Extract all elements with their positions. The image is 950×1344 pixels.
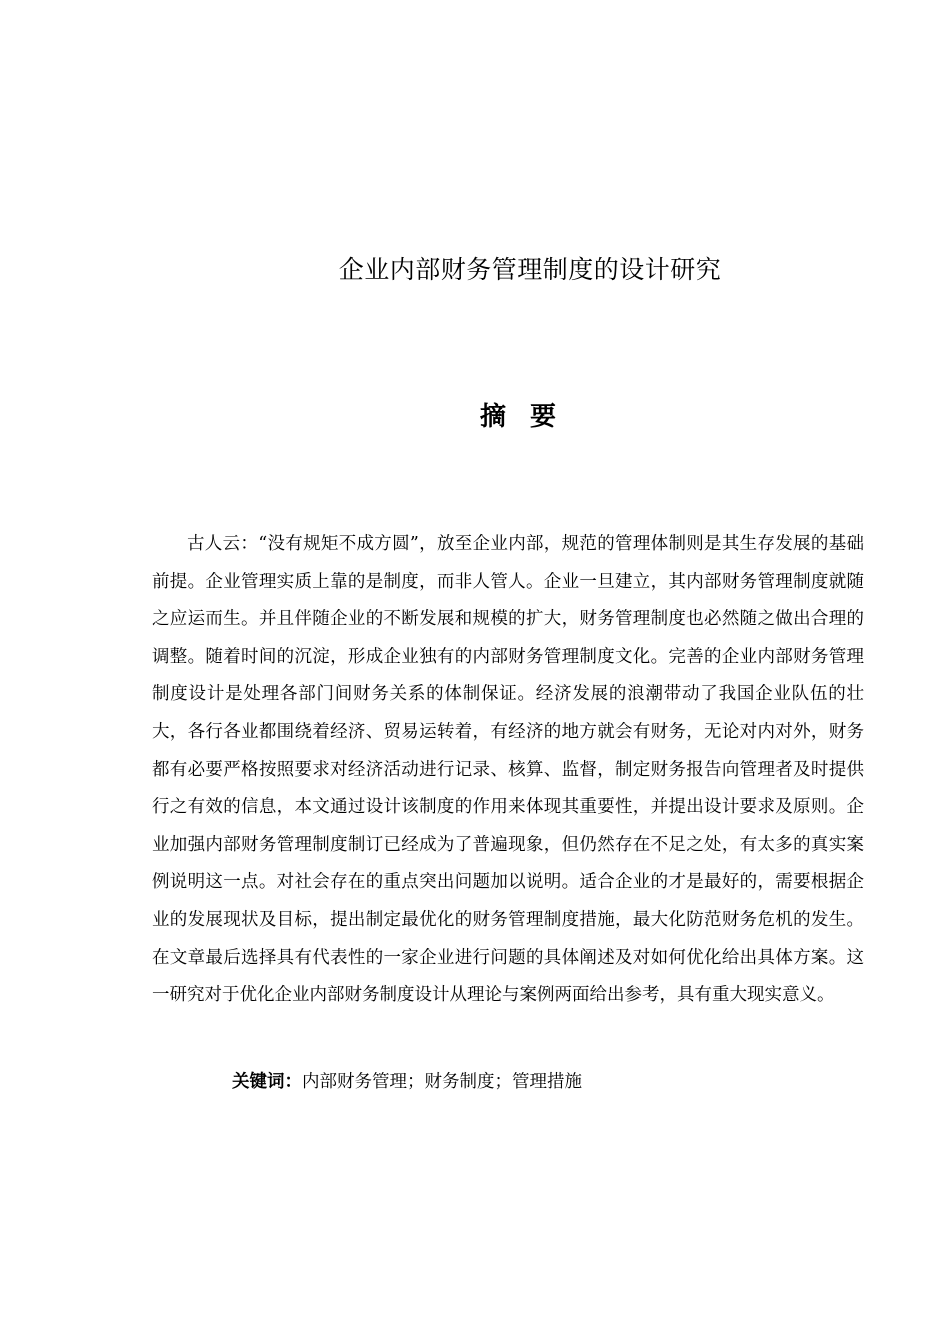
document-title: 企业内部财务管理制度的设计研究 [338,255,722,284]
keywords-label: 关键词： [232,1072,302,1092]
keywords-text: 内部财务管理；财务制度；管理措施 [302,1072,582,1092]
abstract-heading: 摘要 [479,402,580,432]
abstract-body: 古人云：“没有规矩不成方圆”，放至企业内部，规范的管理体制则是其生存发展的基础前提。企业管理实质上靠的是制度，而非人管人。企业一旦建立，其内部财务管理制度就随之应运而生。并且伴随企业的不断发展和规模的扩大，财务管理制度也必然随之做出合理的调整。随着时间的沉淀，形成企业独有的内部财务管理制度文化。完善的企业内部财务管理制度设计是处理各部门间财务关系的体制保证。经济发展的浪潮带动了我国企业队伍的壮大，各行各业都围绕着经济、贸易运转着，有经济的地方就会有财务，无论对内对外，财务都有必要严格按照要求对经济活动进行记录、核算、监督，制定财务报告向管理者及时提供行之有效的信息，本文通过设计该制度的作用来体现其重要性，并提出设计要求及原则。企业加强内部财务管理制度制订已经成为了普遍现象，但仍然存在不足之处，有太多的真实案例说明这一点。对社会存在的重点突出问题加以说明。适合企业的才是最好的，需要根据企业的发展现状及目标，提出制定最优化的财务管理制度措施，最大化防范财务危机的发生。在文章最后选择具有代表性的一家企业进行问题的具体阐述及对如何优化给出具体方案。这一研究对于优化企业内部财务制度设计从理论与案例两面给出参考，具有重大现实意义。 [152,534,864,1006]
keywords-line [232,1068,872,1096]
